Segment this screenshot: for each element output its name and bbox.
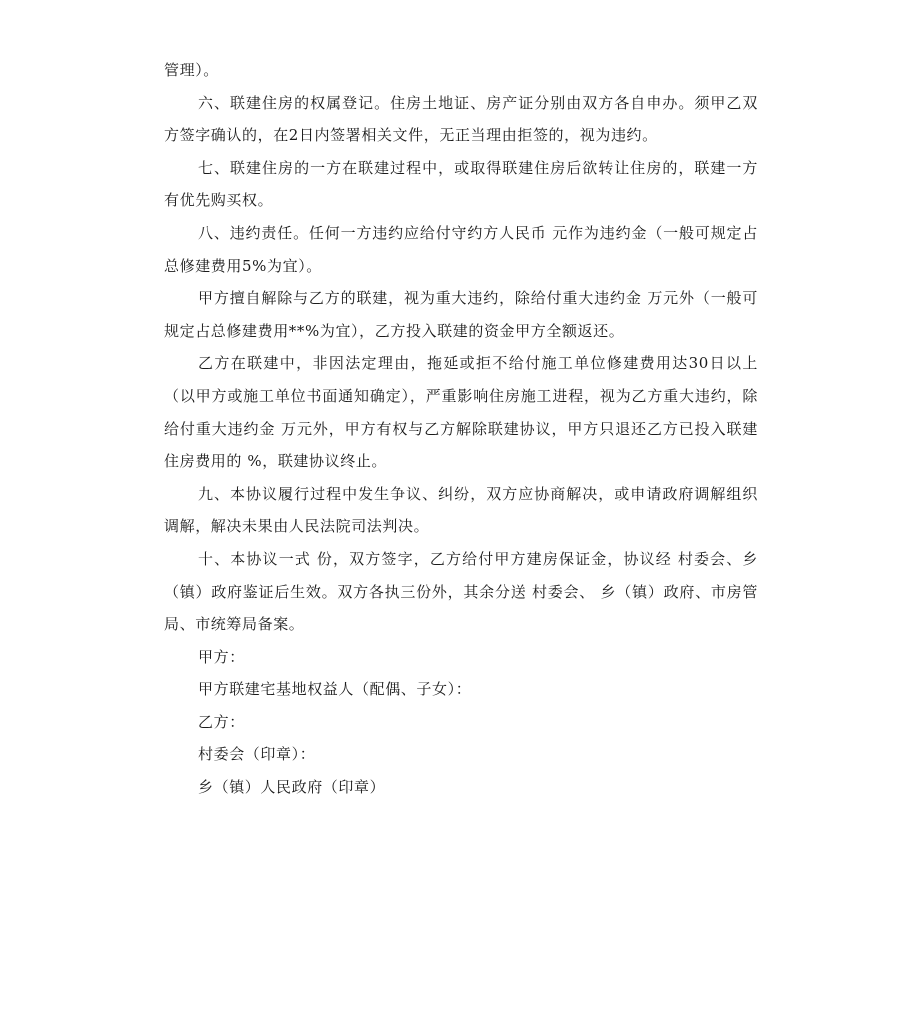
paragraph-continuation: 管理）。: [164, 61, 219, 79]
paragraph-clause-6: 六、联建住房的权属登记。住房土地证、房产证分别由双方各自申办。须甲乙双方签字确认的，在2日内签署相关文件，无正当理由拒签的，视为违约。: [164, 93, 758, 145]
signature-village-committee: 村委会（印章）：: [198, 745, 316, 764]
paragraph-party-a-breach: 甲方擅自解除与乙方的联建，视为重大违约，除给付重大违约金 万元外（一般可规定占总修建费用**%为宜），乙方投入联建的资金甲方全额返还。: [164, 289, 758, 340]
signature-party-a-beneficiaries: 甲方联建宅基地权益人（配偶、子女）：: [198, 680, 472, 699]
paragraph-clause-8: 八、违约责任。任何一方违约应给付守约方人民币 元作为违约金（一般可规定占总修建费用5%为宜）。: [164, 223, 758, 275]
paragraph-party-b-breach: 乙方在联建中，非因法定理由，拖延或拒不给付施工单位修建费用达30日以上（以甲方或施工单位书面通知确定），严重影响住房施工进程，视为乙方重大违约，除给付重大违约金 万元外，甲方有权与乙方解除联建协议，甲方只退还乙方已投入联建住房费用的 %，联建协议终止。: [164, 354, 758, 471]
signature-party-a: 甲方：: [198, 647, 245, 666]
paragraph-clause-9: 九、本协议履行过程中发生争议、纠纷，双方应协商解决，或申请政府调解组织调解，解决未果由人民法院司法判决。: [164, 484, 758, 536]
paragraph-clause-10: 十、本协议一式 份，双方签字，乙方给付甲方建房保证金，协议经 村委会、乡（镇）政府鉴证后生效。双方各执三份外，其余分送 村委会、 乡（镇）政府、市房管局、市统筹局备案。: [164, 549, 758, 634]
paragraph-clause-7: 七、联建住房的一方在联建过程中，或取得联建住房后欲转让住房的，联建一方有优先购买权。: [164, 158, 758, 210]
signature-township-government: 乡（镇）人民政府（印章）: [198, 778, 386, 797]
signature-party-b: 乙方：: [198, 712, 245, 731]
document-body: [164, 54, 758, 804]
